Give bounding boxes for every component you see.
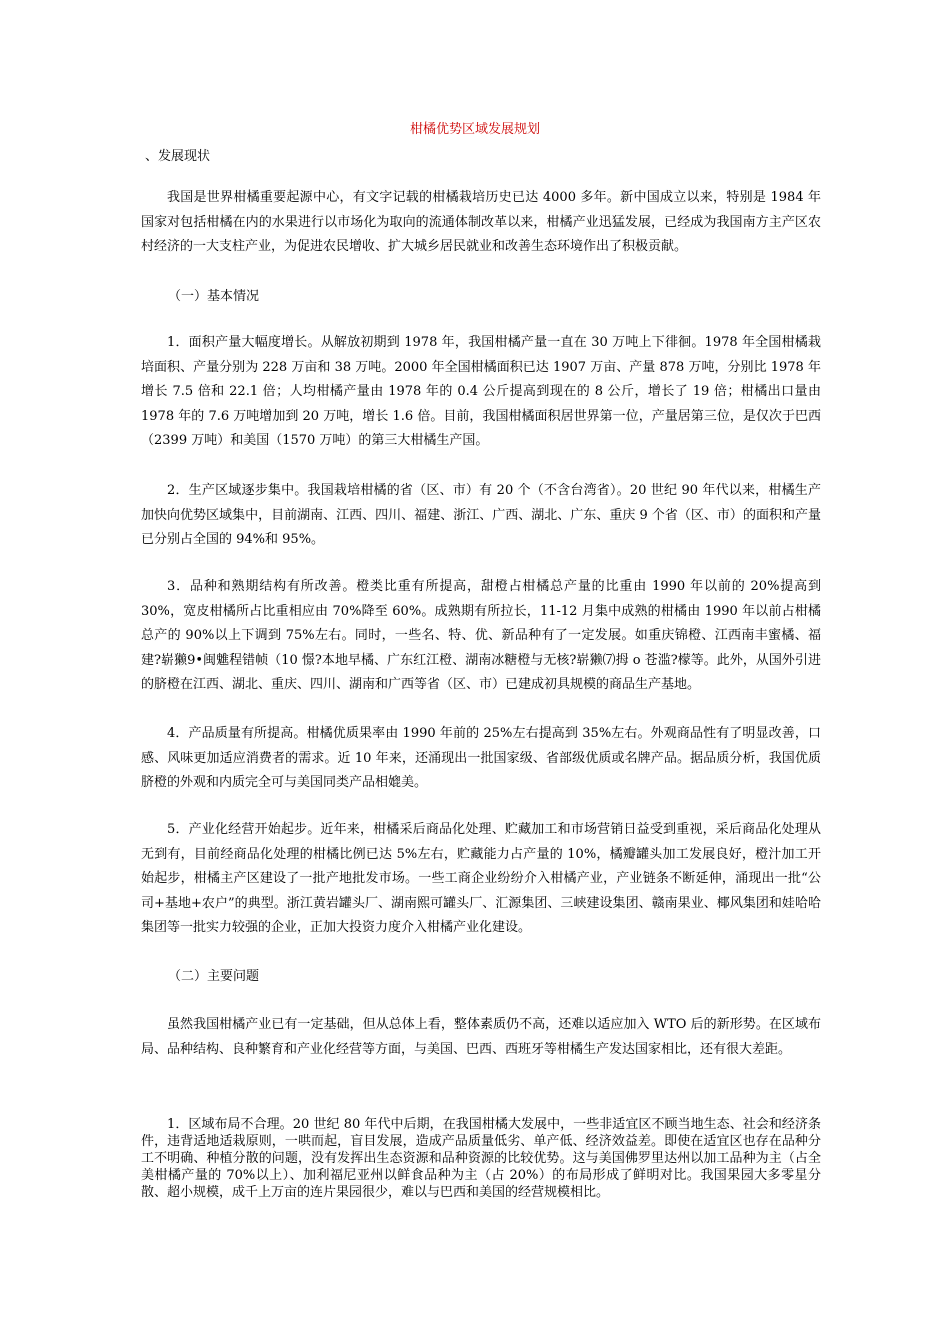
paragraph-industrialization: 5．产业化经营开始起步。近年来，柑橘采后商品化处理、贮藏加工和市场营销日益受到重视，采后商品化处理从无到有，目前经商品化处理的柑橘比例已达 5%左右，贮藏能力占产量的 10%，橘瓣罐头加工发展良好，橙汁加工开始起步，柑橘主产区建设了一批产地批发市场。一些工商企业纷纷介入柑橘产业，产业链条不断延伸，涌现出一批“公司+基地+农户”的典型。浙江黄岩罐头厂、湖南熙可罐头厂、汇源集团、三峡建设集团、赣南果业、椰风集团和娃哈哈集团等一批实力较强的企业，正加大投资力度介入柑橘产业化建设。: [141, 822, 821, 935]
paragraph-product-quality: 4．产品质量有所提高。柑橘优质果率由 1990 年前的 25%左右提高到 35%左右。外观商品性有了明显改善，口感、风味更加适应消费者的需求。近 10 年来，还涌现出一批国家级、省部级优质或名牌产品。据品质分析，我国优质脐橙的外观和内质完全可与美国同类产品相媲美。: [141, 726, 821, 790]
subheading-main-problems: （二）主要问题: [168, 969, 260, 984]
paragraph-production-regions: 2．生产区域逐步集中。我国栽培柑橘的省（区、市）有 20 个（不含台湾省）。20 世纪 90 年代以来，柑橘生产加快向优势区域集中，目前湖南、江西、四川、福建、浙江、广西、湖北、广东、重庆 9 个省（区、市）的面积和产量已分别占全国的 94%和 95%。: [141, 483, 821, 547]
subheading-basic-situation: （一）基本情况: [168, 289, 260, 304]
paragraph-regional-layout: 1．区域布局不合理。20 世纪 80 年代中后期，在我国柑橘大发展中，一些非适宜区不顾当地生态、社会和经济条件，违背适地适栽原则，一哄而起，盲目发展，造成产品质量低劣、单产低、经济效益差。即使在适宜区也存在品种分工不明确、种植分散的问题，没有发挥出生态资源和品种资源的比较优势。这与美国佛罗里达州以加工品种为主（占全美柑橘产量的 70%以上）、加利福尼亚州以鲜食品种为主（占 20%）的布局形成了鲜明对比。我国果园大多零星分散、超小规模，成千上万亩的连片果园很少，难以与巴西和美国的经营规模相比。: [141, 1117, 821, 1200]
document-title: 柑橘优势区域发展规划: [409, 122, 540, 137]
paragraph-area-output: 1．面积产量大幅度增长。从解放初期到 1978 年，我国柑橘产量一直在 30 万吨上下徘徊。1978 年全国柑橘栽培面积、产量分别为 228 万亩和 38 万吨。2000 年全国柑橘面积已达 1907 万亩、产量 878 万吨，分别比 1978 年增长 7.5 倍和 22.1 倍；人均柑橘产量由 1978 年的 0.4 公斤提高到现在的 8 公斤，增长了 19 倍；柑橘出口量由 1978 年的 7.6 万吨增加到 20 万吨，增长 1.6 倍。目前，我国柑橘面积居世界第一位，产量居第三位，是仅次于巴西（2399 万吨）和美国（1570 万吨）的第三大柑橘生产国。: [141, 335, 821, 448]
section-heading: 、发展现状: [145, 149, 211, 164]
intro-paragraph: 我国是世界柑橘重要起源中心，有文字记载的柑橘栽培历史已达 4000 多年。新中国成立以来，特别是 1984 年国家对包括柑橘在内的水果进行以市场化为取向的流通体制改革以来，柑橘产业迅猛发展，已经成为我国南方主产区农村经济的一大支柱产业，为促进农民增收、扩大城乡居民就业和改善生态环境作出了积极贡献。: [141, 190, 821, 254]
paragraph-variety-structure: 3．品种和熟期结构有所改善。橙类比重有所提高，甜橙占柑橘总产量的比重由 1990 年以前的 20%提高到 30%，宽皮柑橘所占比重相应由 70%降至 60%。成熟期有所拉长，11-12 月集中成熟的柑橘由 1990 年以前占柑橘总产的 90%以上下调到 75%左右。同时，一些名、特、优、新品种有了一定发展。如重庆锦橙、江西南丰蜜橘、福建?崭獭9•闽魋程错帧（10 憬?本地早橘、广东红江橙、湖南冰糖橙与无核?崭獭⑺拇 o 苍滥?檬等。此外，从国外引进的脐橙在江西、湖北、重庆、四川、湖南和广西等省（区、市）已建成初具规模的商品生产基地。: [141, 579, 821, 692]
paragraph-problems-overview: 虽然我国柑橘产业已有一定基础，但从总体上看，整体素质仍不高，还难以适应加入 WTO 后的新形势。在区域布局、品种结构、良种繁育和产业化经营等方面，与美国、巴西、西班牙等柑橘生产发达国家相比，还有很大差距。: [141, 1017, 821, 1057]
